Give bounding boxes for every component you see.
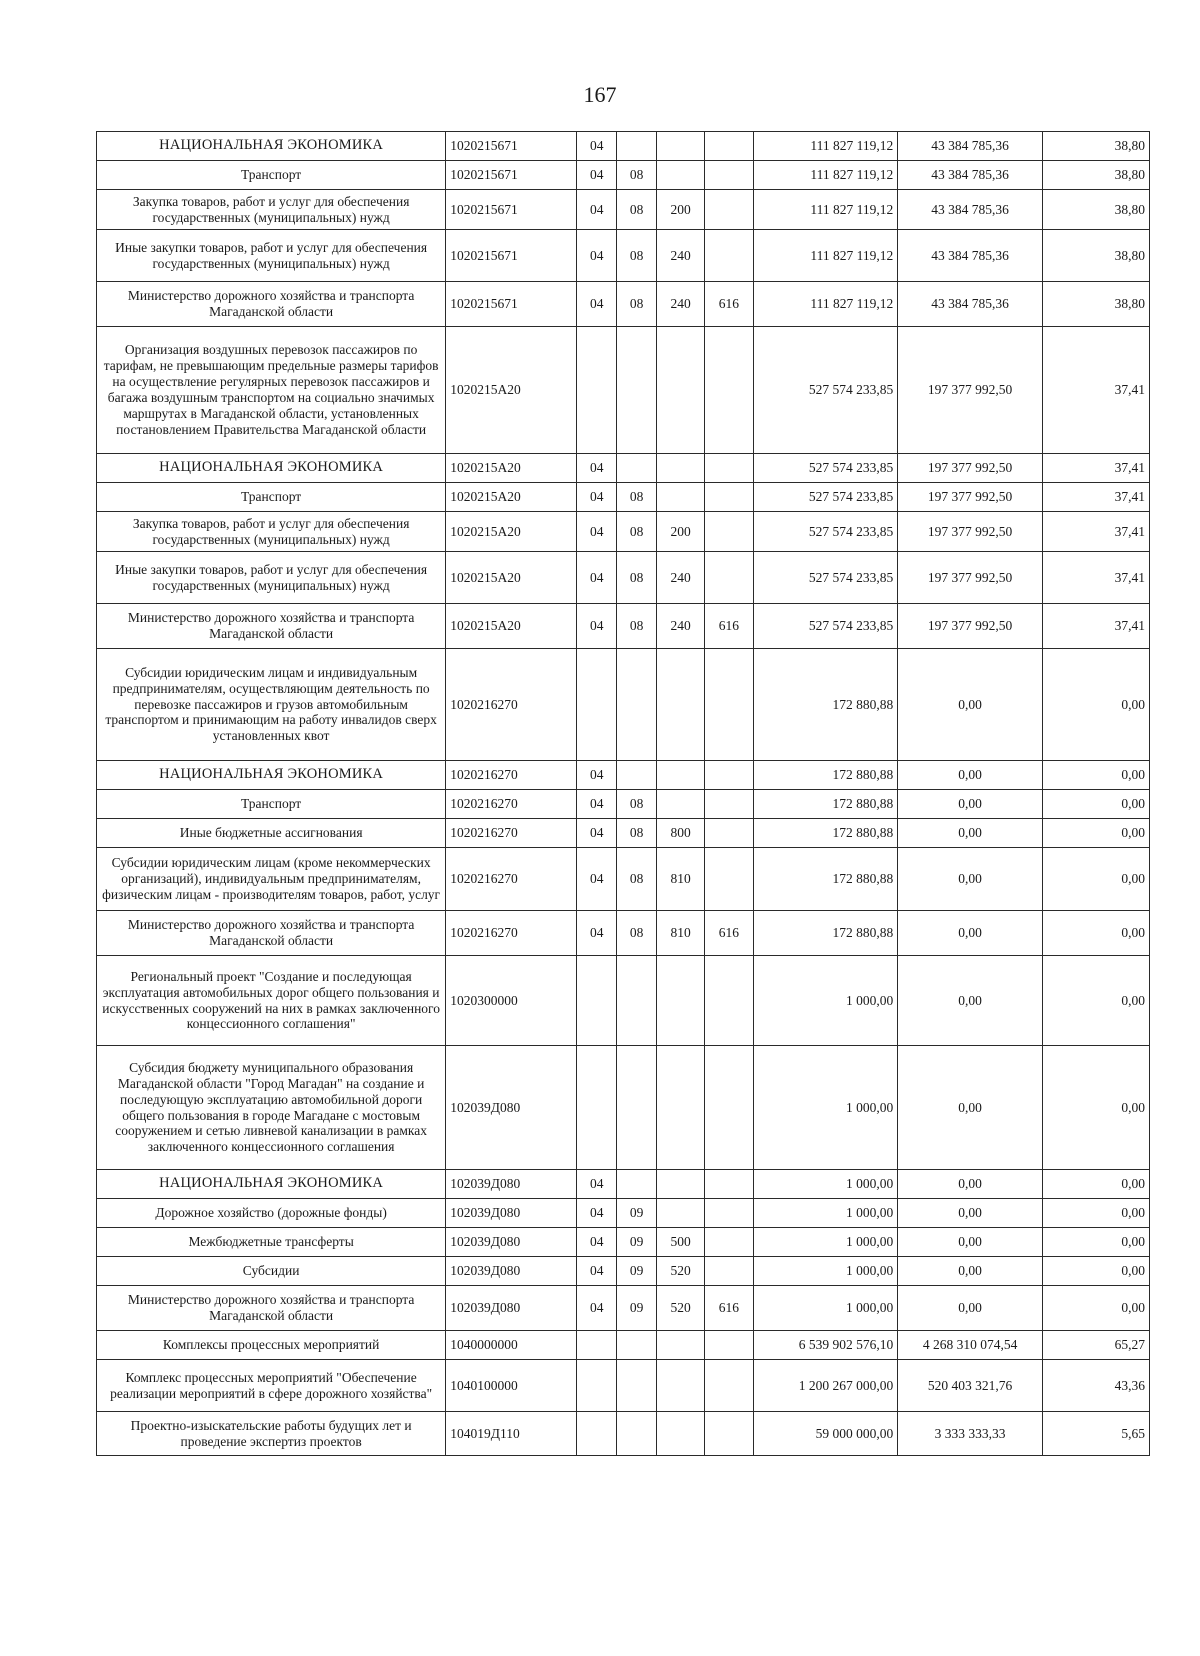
row-planned-amount: 527 574 233,85 — [753, 604, 898, 649]
row-actual-amount: 0,00 — [898, 761, 1043, 790]
page-number: 167 — [583, 82, 617, 107]
table-row — [97, 1228, 1150, 1257]
row-percent: 37,41 — [1042, 454, 1149, 483]
row-percent: 38,80 — [1042, 282, 1149, 327]
row-expense-type — [657, 649, 705, 761]
row-name: Субсидия бюджету муниципального образования Магаданской области "Город Магадан" на создание и последующую эксплуатацию автомобильной дороги общего пользования в городе Магадане с мостовым сооружением и сетью ливневой канализации в рамках заключенного концессионного соглашения — [97, 1046, 446, 1170]
row-expense-type: 200 — [657, 512, 705, 552]
row-planned-amount: 111 827 119,12 — [753, 161, 898, 190]
row-actual-amount: 197 377 992,50 — [898, 552, 1043, 604]
row-name: Закупка товаров, работ и услуг для обеспечения государственных (муниципальных) нужд — [97, 190, 446, 230]
row-section: 04 — [577, 282, 617, 327]
row-admin-code — [705, 1360, 753, 1412]
row-section: 04 — [577, 230, 617, 282]
row-section: 04 — [577, 1286, 617, 1331]
row-code: 1040100000 — [446, 1360, 577, 1412]
row-subsection: 08 — [617, 604, 657, 649]
row-subsection: 08 — [617, 190, 657, 230]
row-actual-amount: 197 377 992,50 — [898, 512, 1043, 552]
row-actual-amount: 197 377 992,50 — [898, 483, 1043, 512]
row-section — [577, 1331, 617, 1360]
table-row — [97, 552, 1150, 604]
table-row — [97, 1286, 1150, 1331]
table-row — [97, 819, 1150, 848]
table-row — [97, 1199, 1150, 1228]
table-row — [97, 483, 1150, 512]
row-name: Организация воздушных перевозок пассажиров по тарифам, не превышающим предельные размеры тарифов на осуществление регулярных перевозок пассажиров и багажа воздушным транспортом на социально значимых маршрутах в Магаданской области, установленных постановлением Правительства Магаданской области — [97, 327, 446, 454]
row-percent: 0,00 — [1042, 1199, 1149, 1228]
row-actual-amount: 197 377 992,50 — [898, 604, 1043, 649]
row-actual-amount: 43 384 785,36 — [898, 190, 1043, 230]
row-expense-type: 810 — [657, 848, 705, 911]
table-row — [97, 649, 1150, 761]
row-subsection: 08 — [617, 819, 657, 848]
row-section: 04 — [577, 790, 617, 819]
row-name: НАЦИОНАЛЬНАЯ ЭКОНОМИКА — [97, 454, 446, 483]
row-expense-type — [657, 161, 705, 190]
row-code: 1020216270 — [446, 848, 577, 911]
row-name: Региональный проект "Создание и последующая эксплуатация автомобильных дорог общего пользования и искусственных сооружений на них в рамках заключенного концессионного соглашения" — [97, 956, 446, 1046]
row-actual-amount: 43 384 785,36 — [898, 230, 1043, 282]
row-planned-amount: 111 827 119,12 — [753, 230, 898, 282]
row-actual-amount: 0,00 — [898, 1199, 1043, 1228]
row-expense-type — [657, 1360, 705, 1412]
row-percent: 38,80 — [1042, 190, 1149, 230]
row-name: Комплексы процессных мероприятий — [97, 1331, 446, 1360]
row-percent: 0,00 — [1042, 956, 1149, 1046]
row-code: 1020216270 — [446, 761, 577, 790]
row-percent: 37,41 — [1042, 512, 1149, 552]
row-admin-code: 616 — [705, 1286, 753, 1331]
row-planned-amount: 172 880,88 — [753, 649, 898, 761]
row-name: НАЦИОНАЛЬНАЯ ЭКОНОМИКА — [97, 132, 446, 161]
row-percent: 37,41 — [1042, 483, 1149, 512]
row-expense-type — [657, 761, 705, 790]
row-actual-amount: 0,00 — [898, 911, 1043, 956]
row-name: Иные бюджетные ассигнования — [97, 819, 446, 848]
table-row — [97, 1257, 1150, 1286]
row-subsection — [617, 1360, 657, 1412]
row-actual-amount: 197 377 992,50 — [898, 327, 1043, 454]
row-section: 04 — [577, 190, 617, 230]
row-planned-amount: 172 880,88 — [753, 761, 898, 790]
row-name: Закупка товаров, работ и услуг для обеспечения государственных (муниципальных) нужд — [97, 512, 446, 552]
row-expense-type — [657, 132, 705, 161]
row-subsection — [617, 454, 657, 483]
row-section: 04 — [577, 1257, 617, 1286]
row-planned-amount: 1 000,00 — [753, 1199, 898, 1228]
row-code: 1020215А20 — [446, 552, 577, 604]
row-percent: 0,00 — [1042, 1257, 1149, 1286]
row-name: Проектно-изыскательские работы будущих лет и проведение экспертиз проектов — [97, 1412, 446, 1456]
row-actual-amount: 0,00 — [898, 848, 1043, 911]
row-code: 1020215А20 — [446, 454, 577, 483]
row-section — [577, 956, 617, 1046]
row-expense-type — [657, 1412, 705, 1456]
budget-table-body — [97, 132, 1150, 1456]
row-expense-type — [657, 956, 705, 1046]
row-code: 1020215671 — [446, 132, 577, 161]
row-admin-code — [705, 483, 753, 512]
row-expense-type: 800 — [657, 819, 705, 848]
row-actual-amount: 43 384 785,36 — [898, 132, 1043, 161]
row-section — [577, 327, 617, 454]
row-percent: 0,00 — [1042, 1046, 1149, 1170]
row-code: 1020215А20 — [446, 512, 577, 552]
row-planned-amount: 527 574 233,85 — [753, 483, 898, 512]
row-percent: 37,41 — [1042, 327, 1149, 454]
row-expense-type: 810 — [657, 911, 705, 956]
row-subsection: 08 — [617, 230, 657, 282]
row-admin-code — [705, 1199, 753, 1228]
row-admin-code: 616 — [705, 282, 753, 327]
row-actual-amount: 520 403 321,76 — [898, 1360, 1043, 1412]
row-actual-amount: 0,00 — [898, 819, 1043, 848]
row-planned-amount: 1 000,00 — [753, 956, 898, 1046]
row-percent: 0,00 — [1042, 911, 1149, 956]
row-section: 04 — [577, 1199, 617, 1228]
row-code: 1040000000 — [446, 1331, 577, 1360]
row-subsection — [617, 649, 657, 761]
row-section: 04 — [577, 512, 617, 552]
row-actual-amount: 0,00 — [898, 1046, 1043, 1170]
row-name: Субсидии — [97, 1257, 446, 1286]
row-percent: 0,00 — [1042, 1286, 1149, 1331]
row-admin-code — [705, 132, 753, 161]
row-code: 102039Д080 — [446, 1257, 577, 1286]
row-planned-amount: 527 574 233,85 — [753, 327, 898, 454]
row-admin-code — [705, 1412, 753, 1456]
table-row — [97, 1331, 1150, 1360]
table-row — [97, 790, 1150, 819]
row-expense-type — [657, 1170, 705, 1199]
row-expense-type: 240 — [657, 552, 705, 604]
row-expense-type: 200 — [657, 190, 705, 230]
row-subsection — [617, 327, 657, 454]
row-planned-amount: 111 827 119,12 — [753, 132, 898, 161]
row-admin-code — [705, 1170, 753, 1199]
row-percent: 0,00 — [1042, 819, 1149, 848]
row-admin-code: 616 — [705, 604, 753, 649]
row-code: 102039Д080 — [446, 1286, 577, 1331]
row-percent: 38,80 — [1042, 230, 1149, 282]
row-actual-amount: 0,00 — [898, 956, 1043, 1046]
row-percent: 0,00 — [1042, 761, 1149, 790]
row-subsection: 08 — [617, 911, 657, 956]
row-section — [577, 1046, 617, 1170]
table-row — [97, 956, 1150, 1046]
row-section: 04 — [577, 454, 617, 483]
row-percent: 37,41 — [1042, 552, 1149, 604]
row-planned-amount: 1 000,00 — [753, 1228, 898, 1257]
row-percent: 43,36 — [1042, 1360, 1149, 1412]
row-admin-code — [705, 1228, 753, 1257]
row-code: 1020215А20 — [446, 483, 577, 512]
row-planned-amount: 527 574 233,85 — [753, 454, 898, 483]
row-planned-amount: 1 000,00 — [753, 1170, 898, 1199]
row-actual-amount: 0,00 — [898, 790, 1043, 819]
row-section: 04 — [577, 604, 617, 649]
row-section — [577, 649, 617, 761]
row-subsection — [617, 1412, 657, 1456]
row-percent: 37,41 — [1042, 604, 1149, 649]
table-row — [97, 604, 1150, 649]
row-code: 102039Д080 — [446, 1170, 577, 1199]
table-row — [97, 132, 1150, 161]
row-name: Субсидии юридическим лицам и индивидуальным предпринимателям, осуществляющим деятельность по перевозке пассажиров и грузов автомобильным транспортом и принимающим на работу инвалидов сверх установленных квот — [97, 649, 446, 761]
table-row — [97, 848, 1150, 911]
row-planned-amount: 527 574 233,85 — [753, 552, 898, 604]
row-percent: 0,00 — [1042, 649, 1149, 761]
row-section: 04 — [577, 483, 617, 512]
row-actual-amount: 197 377 992,50 — [898, 454, 1043, 483]
row-name: Субсидии юридическим лицам (кроме некоммерческих организаций), индивидуальным предпринимателям, физическим лицам - производителям товаров, работ, услуг — [97, 848, 446, 911]
row-expense-type — [657, 483, 705, 512]
row-planned-amount: 6 539 902 576,10 — [753, 1331, 898, 1360]
table-row — [97, 761, 1150, 790]
row-expense-type — [657, 790, 705, 819]
row-code: 1020300000 — [446, 956, 577, 1046]
table-row — [97, 1046, 1150, 1170]
row-subsection — [617, 1170, 657, 1199]
row-section: 04 — [577, 1228, 617, 1257]
row-subsection: 09 — [617, 1199, 657, 1228]
row-planned-amount: 111 827 119,12 — [753, 282, 898, 327]
row-actual-amount: 0,00 — [898, 1257, 1043, 1286]
row-actual-amount: 0,00 — [898, 649, 1043, 761]
row-subsection: 08 — [617, 483, 657, 512]
row-subsection: 08 — [617, 161, 657, 190]
row-planned-amount: 172 880,88 — [753, 819, 898, 848]
row-planned-amount: 1 000,00 — [753, 1046, 898, 1170]
row-admin-code — [705, 956, 753, 1046]
row-code: 104019Д110 — [446, 1412, 577, 1456]
row-subsection: 08 — [617, 282, 657, 327]
row-section: 04 — [577, 161, 617, 190]
row-planned-amount: 172 880,88 — [753, 790, 898, 819]
row-section — [577, 1412, 617, 1456]
row-code: 1020215671 — [446, 190, 577, 230]
row-section: 04 — [577, 1170, 617, 1199]
row-admin-code — [705, 1257, 753, 1286]
row-planned-amount: 1 200 267 000,00 — [753, 1360, 898, 1412]
row-admin-code — [705, 230, 753, 282]
row-actual-amount: 4 268 310 074,54 — [898, 1331, 1043, 1360]
row-expense-type — [657, 1046, 705, 1170]
table-row — [97, 1170, 1150, 1199]
table-row — [97, 911, 1150, 956]
row-planned-amount: 1 000,00 — [753, 1286, 898, 1331]
row-expense-type — [657, 1331, 705, 1360]
row-subsection: 08 — [617, 552, 657, 604]
row-actual-amount: 0,00 — [898, 1228, 1043, 1257]
budget-table — [96, 131, 1150, 1456]
row-name: Министерство дорожного хозяйства и транспорта Магаданской области — [97, 282, 446, 327]
table-row — [97, 282, 1150, 327]
row-admin-code — [705, 552, 753, 604]
row-code: 1020216270 — [446, 819, 577, 848]
row-admin-code — [705, 848, 753, 911]
row-planned-amount: 172 880,88 — [753, 848, 898, 911]
row-code: 102039Д080 — [446, 1046, 577, 1170]
row-code: 1020215А20 — [446, 604, 577, 649]
row-section: 04 — [577, 819, 617, 848]
row-expense-type: 500 — [657, 1228, 705, 1257]
row-name: НАЦИОНАЛЬНАЯ ЭКОНОМИКА — [97, 761, 446, 790]
row-subsection — [617, 761, 657, 790]
row-admin-code — [705, 761, 753, 790]
row-code: 1020216270 — [446, 649, 577, 761]
row-subsection: 09 — [617, 1228, 657, 1257]
row-section: 04 — [577, 911, 617, 956]
row-name: Межбюджетные трансферты — [97, 1228, 446, 1257]
row-admin-code: 616 — [705, 911, 753, 956]
row-name: Транспорт — [97, 790, 446, 819]
row-admin-code — [705, 819, 753, 848]
table-row — [97, 230, 1150, 282]
row-code: 1020215671 — [446, 282, 577, 327]
row-admin-code — [705, 1046, 753, 1170]
row-expense-type — [657, 1199, 705, 1228]
row-actual-amount: 0,00 — [898, 1286, 1043, 1331]
row-name: НАЦИОНАЛЬНАЯ ЭКОНОМИКА — [97, 1170, 446, 1199]
row-percent: 0,00 — [1042, 1170, 1149, 1199]
row-percent: 65,27 — [1042, 1331, 1149, 1360]
row-expense-type: 240 — [657, 604, 705, 649]
row-section — [577, 1360, 617, 1412]
table-row — [97, 454, 1150, 483]
row-name: Министерство дорожного хозяйства и транспорта Магаданской области — [97, 604, 446, 649]
row-actual-amount: 43 384 785,36 — [898, 161, 1043, 190]
table-row — [97, 512, 1150, 552]
row-actual-amount: 0,00 — [898, 1170, 1043, 1199]
row-planned-amount: 527 574 233,85 — [753, 512, 898, 552]
row-expense-type — [657, 454, 705, 483]
row-section: 04 — [577, 132, 617, 161]
table-row — [97, 161, 1150, 190]
row-code: 1020215671 — [446, 161, 577, 190]
row-subsection: 08 — [617, 512, 657, 552]
row-name: Министерство дорожного хозяйства и транспорта Магаданской области — [97, 1286, 446, 1331]
row-percent: 0,00 — [1042, 790, 1149, 819]
table-row — [97, 327, 1150, 454]
row-planned-amount: 172 880,88 — [753, 911, 898, 956]
row-expense-type: 240 — [657, 230, 705, 282]
row-expense-type — [657, 327, 705, 454]
row-subsection — [617, 956, 657, 1046]
row-planned-amount: 1 000,00 — [753, 1257, 898, 1286]
row-admin-code — [705, 327, 753, 454]
row-name: Транспорт — [97, 483, 446, 512]
row-name: Министерство дорожного хозяйства и транспорта Магаданской области — [97, 911, 446, 956]
row-expense-type: 520 — [657, 1257, 705, 1286]
row-section: 04 — [577, 552, 617, 604]
row-name: Иные закупки товаров, работ и услуг для обеспечения государственных (муниципальных) нужд — [97, 552, 446, 604]
row-admin-code — [705, 1331, 753, 1360]
row-name: Дорожное хозяйство (дорожные фонды) — [97, 1199, 446, 1228]
row-subsection — [617, 132, 657, 161]
row-code: 102039Д080 — [446, 1228, 577, 1257]
row-percent: 38,80 — [1042, 161, 1149, 190]
row-percent: 38,80 — [1042, 132, 1149, 161]
row-code: 1020215671 — [446, 230, 577, 282]
table-row — [97, 1360, 1150, 1412]
row-name: Транспорт — [97, 161, 446, 190]
row-expense-type: 240 — [657, 282, 705, 327]
row-subsection: 08 — [617, 790, 657, 819]
row-admin-code — [705, 790, 753, 819]
row-section: 04 — [577, 848, 617, 911]
row-percent: 5,65 — [1042, 1412, 1149, 1456]
row-subsection — [617, 1046, 657, 1170]
row-actual-amount: 43 384 785,36 — [898, 282, 1043, 327]
row-expense-type: 520 — [657, 1286, 705, 1331]
row-code: 1020216270 — [446, 911, 577, 956]
row-name: Иные закупки товаров, работ и услуг для обеспечения государственных (муниципальных) нужд — [97, 230, 446, 282]
row-admin-code — [705, 161, 753, 190]
row-code: 1020215А20 — [446, 327, 577, 454]
row-percent: 0,00 — [1042, 1228, 1149, 1257]
row-planned-amount: 59 000 000,00 — [753, 1412, 898, 1456]
row-percent: 0,00 — [1042, 848, 1149, 911]
row-code: 102039Д080 — [446, 1199, 577, 1228]
row-admin-code — [705, 512, 753, 552]
row-subsection: 09 — [617, 1257, 657, 1286]
row-admin-code — [705, 454, 753, 483]
row-section: 04 — [577, 761, 617, 790]
row-admin-code — [705, 190, 753, 230]
row-actual-amount: 3 333 333,33 — [898, 1412, 1043, 1456]
row-planned-amount: 111 827 119,12 — [753, 190, 898, 230]
row-subsection: 09 — [617, 1286, 657, 1331]
row-subsection — [617, 1331, 657, 1360]
table-row — [97, 190, 1150, 230]
row-name: Комплекс процессных мероприятий "Обеспечение реализации мероприятий в сфере дорожного хозяйства" — [97, 1360, 446, 1412]
row-admin-code — [705, 649, 753, 761]
row-subsection: 08 — [617, 848, 657, 911]
table-row — [97, 1412, 1150, 1456]
row-code: 1020216270 — [446, 790, 577, 819]
